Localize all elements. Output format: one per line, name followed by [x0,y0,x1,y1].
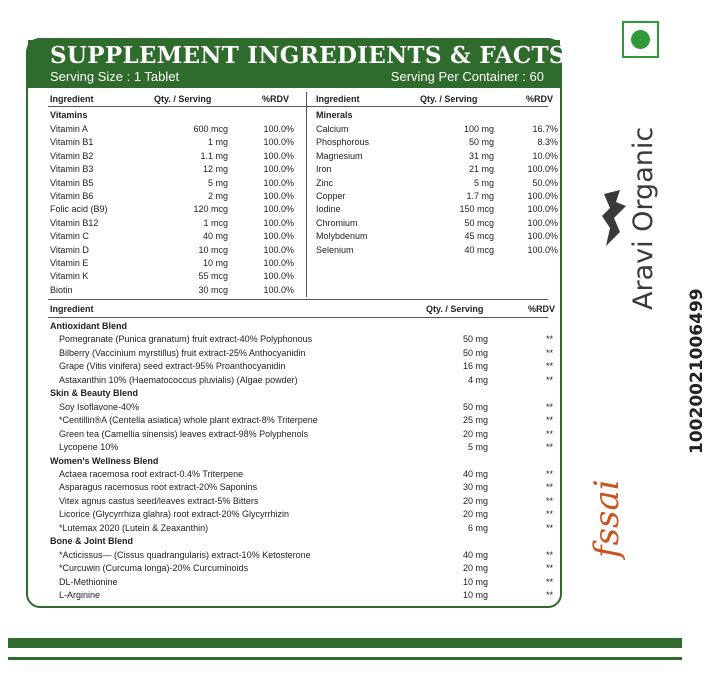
blend-ingredient-qty: 50 mg [462,334,488,345]
blend-ingredient-qty: 50 mg [462,401,488,412]
vitamins-col-ingredient: Ingredient [50,94,94,104]
vitamin-rdv: 100.0% [263,244,294,255]
blend-ingredient-rdv: ** [546,509,554,520]
blend-ingredient-qty: 20 mg [462,509,488,520]
servings-per-container: Serving Per Container : 60 [390,69,544,84]
vitamin-name: Vitamin B1 [50,137,94,148]
blend-ingredient-rdv: ** [546,522,554,533]
mineral-rdv: 10.0% [532,150,558,161]
mineral-qty: 150 mcg [459,204,494,215]
mineral-qty: 40 mcg [464,244,494,255]
blend-ingredient-qty: 10 mg [462,576,488,587]
blend-ingredient-qty: 4 mg [467,374,488,385]
blend-ingredient-name: Asparagus racemosus root extract-20% Saponins [59,482,258,493]
vitamins-col-qty: Qty. / Serving [154,94,212,104]
blend-ingredient-name: Vitex agnus castus seed/leaves extract-5% Bitters [59,495,259,506]
mineral-qty: 5 mg [473,177,494,188]
vitamin-rdv: 100.0% [263,231,294,242]
divider [48,299,548,300]
vitamin-name: Vitamin B3 [50,164,94,175]
blend-title: Women's Wellness Blend [50,455,159,466]
mineral-qty: 31 mg [468,150,494,161]
vitamin-qty: 2 mg [207,191,228,201]
mineral-name: Magnesium [316,150,363,161]
blends-col-ingredient: Ingredient [50,304,94,314]
blend-ingredient-name: *Lutemax 2020 (Lutein & Zeaxanthin) [59,522,209,533]
vitamin-qty: 1 mcg [203,217,228,228]
mineral-rdv: 8.3% [537,137,558,148]
divider [48,317,548,318]
facts-title: SUPPLEMENT INGREDIENTS & FACTS [50,42,566,69]
blend-title: Antioxidant Blend [50,321,127,331]
column-divider [306,92,307,297]
mineral-qty: 45 mcg [464,231,494,242]
mineral-rdv: 50.0% [532,177,558,188]
vitamin-rdv: 100.0% [263,137,294,148]
mineral-name: Molybdenum [316,231,368,242]
mineral-qty: 21 mg [468,164,494,175]
blend-ingredient-name: Astaxanthin 10% (Haematococcus pluvialis) (Algae powder) [59,374,298,385]
supplement-facts-panel [26,38,566,608]
blend-ingredient-name: Pomegranate (Punica granatum) fruit extract-40% Polyphonous [59,334,313,345]
blend-ingredient-name: Licorice (Glycyrrhiza glahra) root extract-20% Glycyrrhizin [59,509,290,520]
blend-ingredient-name: *Curcuwin (Curcuma longa)-20% Curcuminoids [59,563,249,574]
mineral-rdv: 100.0% [527,231,558,242]
blend-ingredient-name: Soy Isoflavone-40% [59,401,140,412]
minerals-col-ingredient: Ingredient [316,94,360,104]
mineral-rdv: 100.0% [527,217,558,228]
vitamin-name: Vitamin B6 [50,191,94,201]
divider [48,106,548,107]
mineral-name: Iron [316,164,332,175]
mineral-rdv: 100.0% [527,191,558,201]
vitamin-rdv: 100.0% [263,150,294,161]
vegetarian-mark-icon [622,21,659,58]
blend-ingredient-name: Lycopene 10% [59,442,119,453]
mineral-name: Iodine [316,204,341,215]
minerals-section-title: Minerals [316,110,353,120]
mineral-qty: 50 mcg [464,217,494,228]
vitamin-rdv: 100.0% [263,258,294,268]
blend-ingredient-rdv: ** [546,442,554,453]
fssai-license-number: 10020021006499 [687,288,707,454]
minerals-col-qty: Qty. / Serving [420,94,478,104]
vitamin-rdv: 100.0% [263,124,294,134]
mineral-rdv: 100.0% [527,244,558,255]
vitamin-rdv: 100.0% [263,284,294,295]
blend-ingredient-rdv: ** [546,549,554,560]
vitamin-name: Vitamin D [50,244,89,255]
blend-ingredient-rdv: ** [546,482,554,493]
blend-ingredient-rdv: ** [546,374,554,385]
vitamin-rdv: 100.0% [263,204,294,215]
serving-size: Serving Size : 1 Tablet [50,69,180,84]
blend-ingredient-qty: 10 mg [462,590,488,600]
vitamin-qty: 1.1 mg [200,150,228,161]
mineral-qty: 1.7 mg [466,191,494,201]
vitamin-rdv: 100.0% [263,217,294,228]
mineral-name: Calcium [316,124,349,134]
vitamin-qty: 40 mg [202,231,228,242]
mineral-qty: 50 mg [468,137,494,148]
vitamin-name: Vitamin K [50,271,89,282]
vitamin-name: Vitamin A [50,124,88,134]
blend-ingredient-rdv: ** [546,563,554,574]
blend-ingredient-name: Green tea (Camellia sinensis) leaves extract-98% Polyphenols [59,428,309,439]
vitamin-qty: 10 mcg [198,244,228,255]
vitamin-name: Vitamin B2 [50,150,94,161]
blend-ingredient-name: *Centillin®A (Centella asiatica) whole plant extract-8% Triterpene [59,415,318,426]
mineral-rdv: 16.7% [532,124,558,134]
blend-ingredient-name: DL-Methionine [59,576,118,587]
vitamin-qty: 10 mg [202,258,228,268]
vitamin-qty: 1 mg [207,137,228,148]
blend-ingredient-qty: 20 mg [462,563,488,574]
blend-ingredient-rdv: ** [546,334,554,345]
blend-ingredient-rdv: ** [546,347,554,358]
blend-ingredient-rdv: ** [546,428,554,439]
mineral-name: Phosphorous [316,137,370,148]
blend-ingredient-qty: 25 mg [462,415,488,426]
blend-ingredient-rdv: ** [546,495,554,506]
mineral-rdv: 100.0% [527,204,558,215]
blend-ingredient-rdv: ** [546,468,554,479]
fssai-logo-icon [588,430,628,560]
footer-bar [8,638,682,648]
blend-ingredient-qty: 5 mg [467,442,488,453]
mineral-qty: 100 mg [463,124,494,134]
vitamin-rdv: 100.0% [263,177,294,188]
blend-title: Bone & Joint Blend [50,536,133,547]
blend-ingredient-qty: 20 mg [462,495,488,506]
blend-ingredient-qty: 20 mg [462,428,488,439]
vitamin-name: Folic acid (B9) [50,204,108,215]
vitamins-section-title: Vitamins [50,110,88,120]
vitamin-rdv: 100.0% [263,191,294,201]
blends-col-rdv: %RDV [528,304,556,314]
vitamin-qty: 12 mg [202,164,228,175]
svg-text:fssai: fssai [587,479,627,558]
blend-ingredient-name: L-Arginine [59,590,101,600]
mineral-name: Selenium [316,244,354,255]
blend-ingredient-name: Bilberry (Vaccinium myrstillus) fruit extract-25% Anthocyanidin [59,347,306,358]
vitamin-qty: 5 mg [207,177,228,188]
vitamin-qty: 55 mcg [198,271,228,282]
blend-ingredient-qty: 50 mg [462,347,488,358]
vitamin-rdv: 100.0% [263,164,294,175]
vitamin-qty: 30 mcg [198,284,228,295]
blend-ingredient-qty: 40 mg [462,468,488,479]
blend-ingredient-name: Actaea racemosa root extract-0.4% Triterpene [59,468,244,479]
vitamins-col-rdv: %RDV [262,94,290,104]
mineral-rdv: 100.0% [527,164,558,175]
brand-name: Aravi Organic [628,126,659,310]
blend-ingredient-qty: 40 mg [462,549,488,560]
blend-ingredient-rdv: ** [546,401,554,412]
footer-line [8,657,682,660]
vitamin-rdv: 100.0% [263,271,294,282]
blend-ingredient-name: Grape (Vitis vinifera) seed extract-95% Proanthocyanidin [59,361,286,372]
blend-title: Skin & Beauty Blend [50,388,139,399]
mineral-name: Chromium [316,217,358,228]
vitamin-qty: 120 mcg [193,204,228,215]
blends-col-qty: Qty. / Serving [426,304,484,314]
vitamin-qty: 600 mcg [193,124,228,134]
blend-ingredient-rdv: ** [546,361,554,372]
blend-ingredient-qty: 30 mg [462,482,488,493]
facts-header [28,40,566,88]
minerals-col-rdv: %RDV [526,94,554,104]
mineral-name: Copper [316,191,346,201]
blend-ingredient-qty: 16 mg [462,361,488,372]
mineral-name: Zinc [316,177,334,188]
blend-ingredient-rdv: ** [546,415,554,426]
vitamin-name: Vitamin B5 [50,177,94,188]
vitamin-name: Vitamin E [50,258,89,268]
blend-ingredient-qty: 6 mg [467,522,488,533]
vitamin-name: Vitamin B12 [50,217,99,228]
blend-ingredient-rdv: ** [546,590,554,600]
vitamin-name: Vitamin C [50,231,89,242]
blend-ingredient-name: *Acticissus— (Cissus quadrangularis) extract-10% Ketosterone [59,549,311,560]
vitamin-name: Biotin [50,284,73,295]
blend-ingredient-rdv: ** [546,576,554,587]
